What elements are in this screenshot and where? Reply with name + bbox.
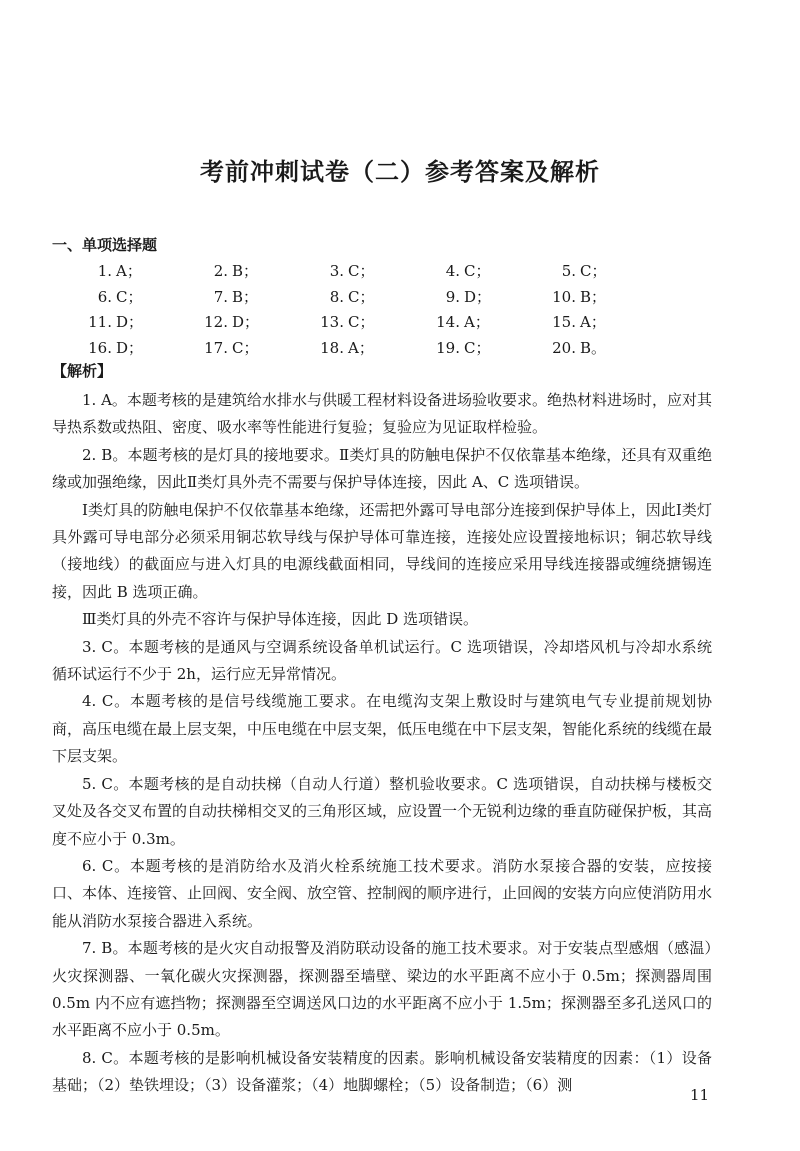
- answer-cell: [80, 311, 196, 332]
- answer-number: 13.: [320, 313, 344, 332]
- answer-number: 5.: [561, 262, 576, 281]
- answer-cell: [312, 260, 428, 281]
- analysis-paragraph: 8. C。本题考核的是影响机械设备安装精度的因素。影响机械设备安装精度的因素：（1）设备基础；（2）垫铁埋设；（3）设备灌浆；（4）地脚螺栓；（5）设备制造；（6）测: [52, 1048, 712, 1095]
- answer-number: 4.: [445, 262, 460, 281]
- answer-value: D；: [116, 313, 144, 332]
- answer-cell: [312, 311, 428, 332]
- answer-number: 12.: [204, 313, 228, 332]
- answer-value: A；: [464, 313, 490, 332]
- answer-number: 18.: [320, 338, 344, 357]
- answer-value: C；: [348, 313, 375, 332]
- answer-number: 10.: [552, 287, 576, 306]
- answer-number: 14.: [436, 313, 460, 332]
- answer-value: D；: [464, 287, 492, 306]
- answer-cell: [80, 260, 196, 281]
- answer-cell: [544, 311, 660, 332]
- answer-value: B；: [580, 287, 607, 306]
- analysis-paragraph: Ⅲ类灯具的外壳不容许与保护导体连接，因此 D 选项错误。: [82, 610, 479, 629]
- answer-number: 17.: [204, 338, 228, 357]
- answer-cell: [544, 337, 660, 358]
- answer-value: C；: [348, 287, 375, 306]
- answer-value: D；: [116, 338, 144, 357]
- answer-value: C；: [464, 262, 491, 281]
- page-title: 考前冲刺试卷（二）参考答案及解析: [200, 157, 600, 186]
- answer-row: [80, 284, 700, 310]
- analysis-paragraph: 4. C。本题考核的是信号线缆施工要求。在电缆沟支架上敷设时与建筑电气专业提前规划协商，高压电缆在最上层支架，中压电缆在中层支架，低压电缆在中下层支架，智能化系统的线缆在最下层支架。: [52, 692, 713, 766]
- analysis-heading: 【解析】: [52, 362, 113, 380]
- answer-cell: [428, 337, 544, 358]
- analysis-paragraph: Ⅰ类灯具的防触电保护不仅依靠基本绝缘，还需把外露可导电部分连接到保护导体上，因此Ⅰ类灯具外露可导电部分必须采用铜芯软导线与保护导体可靠连接，连接处应设置接地标识；铜芯软导线（接地线）的截面应与进入灯具的电源线截面相同，导线间的连接应采用导线连接器或缠绕搪锡连接，因此 B 选项正确。: [52, 500, 712, 601]
- answer-cell: [80, 286, 196, 307]
- analysis-paragraph: 6. C。本题考核的是消防给水及消火栓系统施工技术要求。消防水泵接合器的安装，应按接口、本体、连接管、止回阀、安全阀、放空管、控制阀的顺序进行，止回阀的安装方向应使消防用水能从消防水泵接合器进入系统。: [52, 856, 713, 930]
- answer-number: 16.: [88, 338, 112, 357]
- answer-value: A；: [116, 262, 142, 281]
- answer-value: C；: [580, 262, 607, 281]
- answer-row: [80, 258, 700, 284]
- answer-cell: [312, 337, 428, 358]
- answer-cell: [196, 286, 312, 307]
- answer-grid: [80, 258, 700, 360]
- analysis-paragraph: 1. A。本题考核的是建筑给水排水与供暖工程材料设备进场验收要求。绝热材料进场时，应对其导热系数或热阻、密度、吸水率等性能进行复验；复验应为见证取样检验。: [52, 391, 712, 437]
- answer-cell: [428, 286, 544, 307]
- answer-value: C；: [116, 287, 143, 306]
- analysis-paragraph: 5. C。本题考核的是自动扶梯（自动人行道）整机验收要求。C 选项错误，自动扶梯与楼板交叉处及各交叉布置的自动扶梯相交叉的三角形区域，应设置一个无锐利边缘的垂直防碰保护板，其高度不应小于 0.3m。: [52, 774, 713, 848]
- answer-cell: [196, 337, 312, 358]
- analysis-body: [52, 387, 712, 1100]
- answer-row: [80, 335, 700, 361]
- answer-number: 11.: [88, 313, 112, 332]
- answer-number: 20.: [552, 338, 576, 357]
- answer-cell: [428, 260, 544, 281]
- answer-number: 1.: [97, 262, 112, 281]
- answer-cell: [312, 286, 428, 307]
- answer-cell: [428, 311, 544, 332]
- answer-value: D；: [232, 313, 260, 332]
- answer-value: C；: [232, 338, 259, 357]
- answer-cell: [544, 260, 660, 281]
- answer-number: 8.: [329, 287, 344, 306]
- answer-number: 6.: [97, 287, 112, 306]
- answer-number: 3.: [329, 262, 344, 281]
- answer-value: A；: [348, 338, 374, 357]
- answer-value: B。: [580, 338, 607, 357]
- analysis-paragraph: 2. B。本题考核的是灯具的接地要求。Ⅱ类灯具的防触电保护不仅依靠基本绝缘，还具有双重绝缘或加强绝缘，因此Ⅱ类灯具外壳不需要与保护导体连接，因此 A、C 选项错误。: [52, 445, 712, 492]
- answer-cell: [196, 260, 312, 281]
- analysis-paragraph: 7. B。本题考核的是火灾自动报警及消防联动设备的施工技术要求。对于安装点型感烟（感温）火灾探测器、一氧化碳火灾探测器，探测器至墙壁、梁边的水平距离不应小于 0.5m；探测器周围 0.5m 内不应有遮挡物；探测器至空调送风口边的水平距离不应小于 1.5m；探测器至多孔送风口的水平距离不应小于 0.5m。: [52, 939, 712, 1040]
- answer-cell: [544, 286, 660, 307]
- answer-value: C；: [464, 338, 491, 357]
- analysis-paragraph: 3. C。本题考核的是通风与空调系统设备单机试运行。C 选项错误，冷却塔风机与冷却水系统循环试运行不少于 2h，运行应无异常情况。: [52, 637, 712, 684]
- answer-number: 9.: [445, 287, 460, 306]
- answer-number: 19.: [436, 338, 460, 357]
- answer-value: B；: [232, 262, 259, 281]
- answer-value: B；: [232, 287, 259, 306]
- answer-number: 2.: [213, 262, 228, 281]
- answer-row: [80, 309, 700, 335]
- answer-cell: [80, 337, 196, 358]
- answer-value: A；: [580, 313, 606, 332]
- answer-number: 7.: [213, 287, 228, 306]
- section-heading: 一、单项选择题: [52, 236, 158, 254]
- answer-cell: [196, 311, 312, 332]
- answer-number: 15.: [552, 313, 576, 332]
- page-number: 11: [690, 1086, 710, 1104]
- answer-value: C；: [348, 262, 375, 281]
